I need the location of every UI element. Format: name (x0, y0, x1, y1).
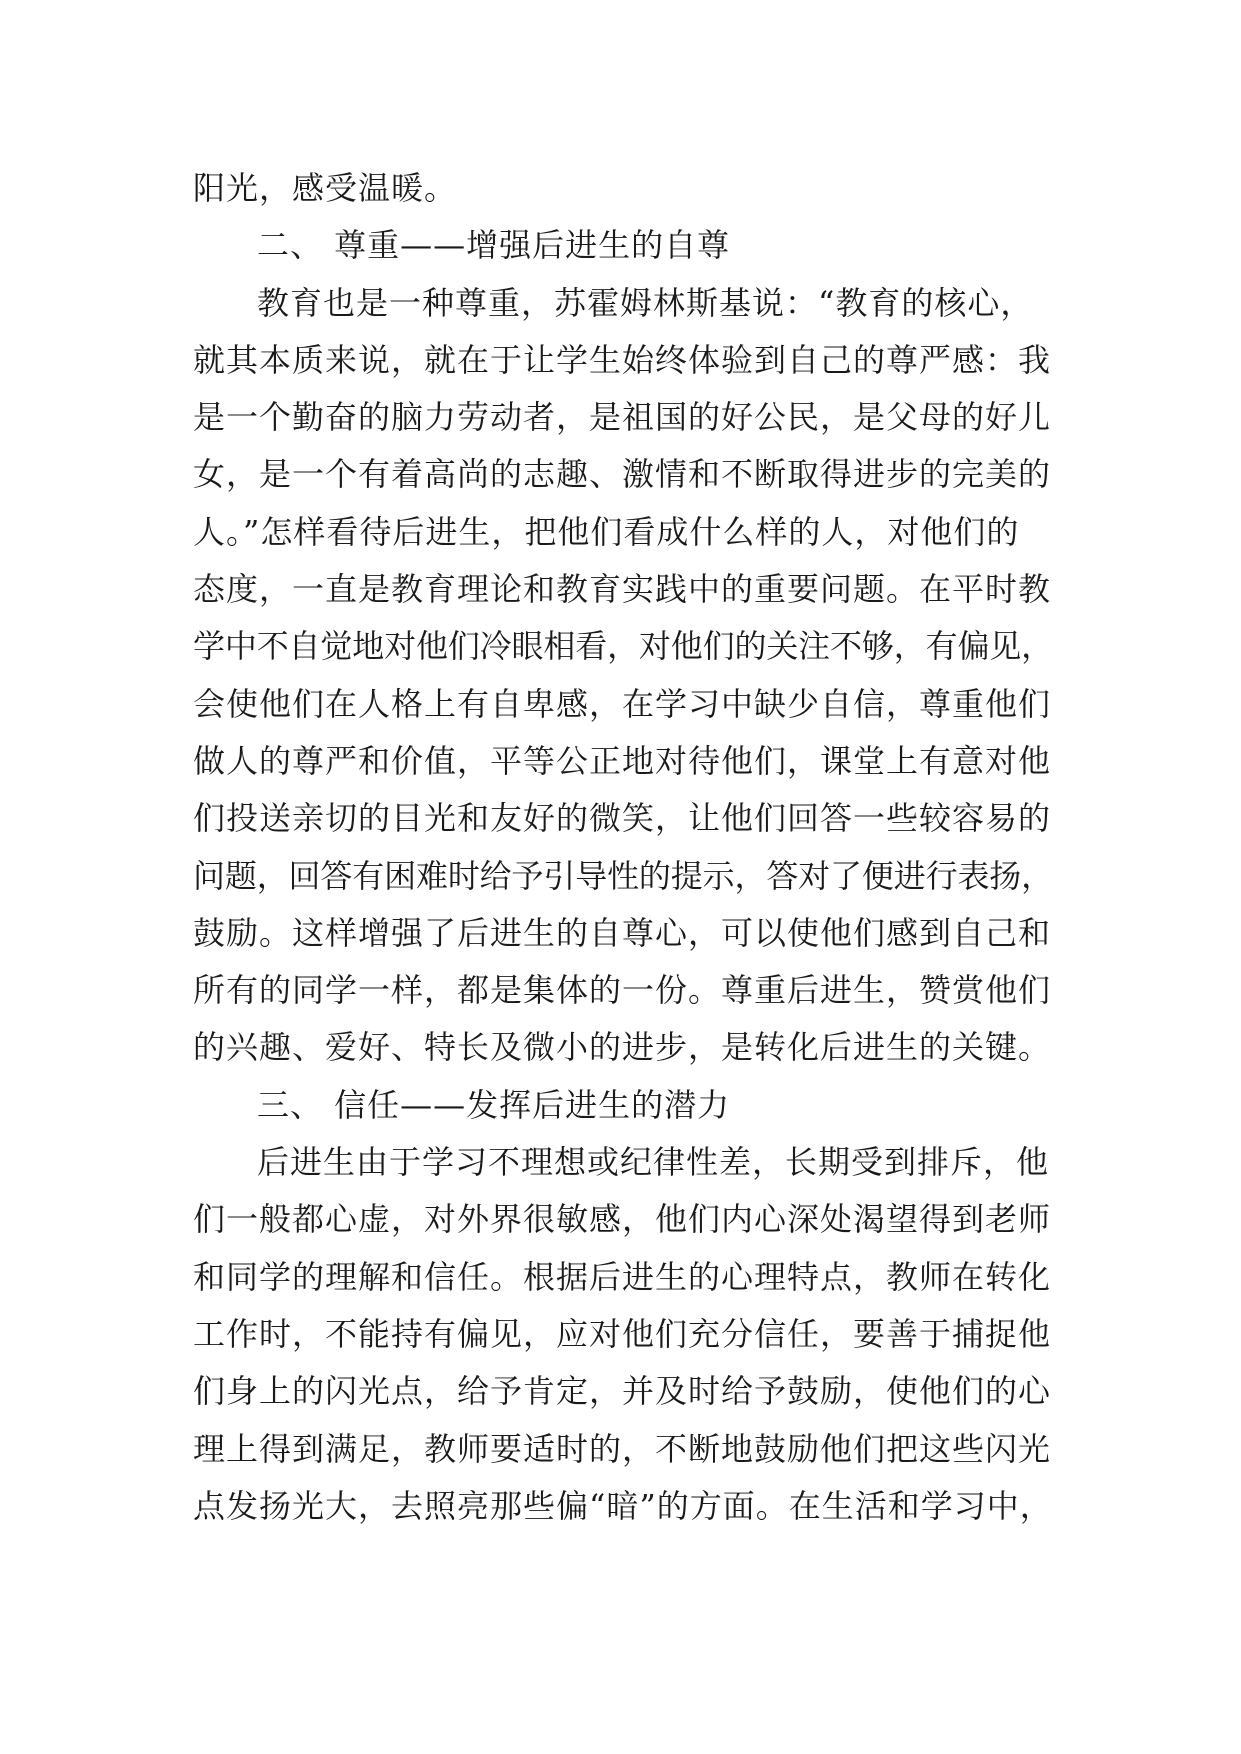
paragraph-line: 后进生由于学习不理想或纪律性差，长期受到排斥，他 (257, 1143, 1050, 1182)
paragraph-line: 阳光，感受温暖。 (193, 169, 458, 207)
paragraph-line: 问题，回答有困难时给予引导性的提示，答对了便进行表扬， (193, 856, 1054, 895)
paragraph-line: 女，是一个有着高尚的志趣、激情和不断取得进步的完美的 (193, 455, 1052, 494)
paragraph-line: 们投送亲切的目光和友好的微笑，让他们回答一些较容易的 (193, 799, 1052, 838)
paragraph-line: 理上得到满足，教师要适时的，不断地鼓励他们把这些闪光 (193, 1429, 1052, 1468)
paragraph-line: 和同学的理解和信任。根据后进生的心理特点，教师在转化 (193, 1257, 1052, 1296)
paragraph-line: 是一个勤奋的脑力劳动者，是祖国的好公民，是父母的好儿 (193, 398, 1052, 437)
paragraph-line: 所有的同学一样，都是集体的一份。尊重后进生，赞赏他们 (193, 971, 1052, 1010)
paragraph-line: 鼓励。这样增强了后进生的自尊心，可以使他们感到自己和 (193, 913, 1052, 952)
paragraph-line: 工作时，不能持有偏见，应对他们充分信任，要善于捕捉他 (193, 1314, 1052, 1353)
paragraph-line: 人。”怎样看待后进生，把他们看成什么样的人，对他们的 (193, 512, 1020, 551)
document-body (193, 160, 1053, 1535)
section-heading: 二、 尊重——增强后进生的自尊 (257, 226, 731, 265)
paragraph-line: 们一般都心虚，对外界很敏感，他们内心深处渴望得到老师 (193, 1200, 1052, 1239)
paragraph-line: 点发扬光大，去照亮那些偏“暗”的方面。在生活和学习中， (193, 1486, 1053, 1525)
paragraph-line: 就其本质来说，就在于让学生始终体验到自己的尊严感：我 (193, 340, 1052, 379)
paragraph-line: 的兴趣、爱好、特长及微小的进步，是转化后进生的关键。 (193, 1028, 1052, 1067)
paragraph-line: 教育也是一种尊重，苏霍姆林斯基说：“教育的核心， (257, 283, 1034, 322)
paragraph-line: 会使他们在人格上有自卑感，在学习中缺少自信，尊重他们 (193, 684, 1052, 723)
paragraph-line: 做人的尊严和价值，平等公正地对待他们，课堂上有意对他 (193, 741, 1052, 780)
paragraph-line: 学中不自觉地对他们冷眼相看，对他们的关注不够，有偏见， (193, 627, 1054, 666)
paragraph-line: 们身上的闪光点，给予肯定，并及时给予鼓励，使他们的心 (193, 1372, 1052, 1411)
paragraph-line: 态度，一直是教育理论和教育实践中的重要问题。在平时教 (193, 570, 1052, 609)
section-heading: 三、 信任——发挥后进生的潜力 (257, 1085, 731, 1124)
